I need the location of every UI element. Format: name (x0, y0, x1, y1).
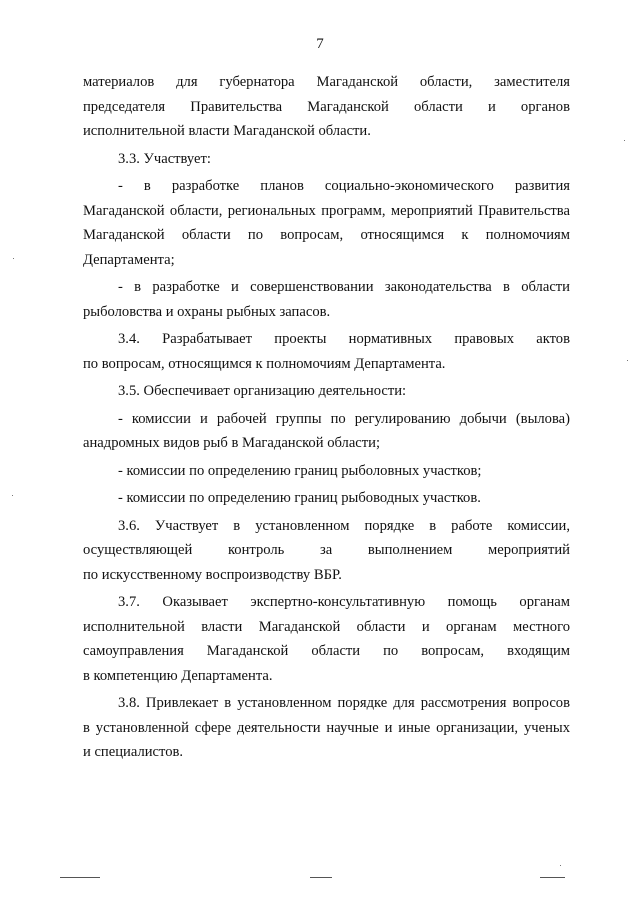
text-line: по искусственному воспроизводству ВБР. (83, 566, 342, 583)
clause-3-5-item-1-cont (83, 431, 570, 456)
clause-3-3-item-2 (83, 275, 570, 300)
text-line: осуществляющей контроль за выполнением мероприятий (83, 542, 570, 558)
text-line: 3.4. Разрабатывает проекты нормативных правовых актов (118, 331, 570, 347)
scan-edge-mark (310, 877, 332, 878)
text-line: - в разработке и совершенствовании законодательства в области (118, 279, 570, 295)
clause-3-3-item-1-cont (83, 199, 570, 273)
clause-3-3-heading (83, 147, 570, 172)
text-line: в компетенцию Департамента. (83, 667, 273, 684)
clause-3-5-item-1 (83, 407, 570, 432)
clause-3-5-item-3 (83, 486, 570, 511)
clause-3-4 (83, 327, 570, 352)
text-line: Департамента; (83, 251, 175, 268)
text-line: 3.3. Участвует: (118, 150, 211, 167)
text-line: - комиссии по определению границ рыболовных участков; (118, 462, 482, 479)
scan-speck (624, 140, 625, 141)
clause-3-6-cont (83, 538, 570, 587)
clause-3-5-heading (83, 379, 570, 404)
clause-3-4-cont (83, 352, 570, 377)
clause-3-8 (83, 691, 570, 716)
text-line: 3.5. Обеспечивает организацию деятельности: (118, 383, 407, 399)
scan-speck (13, 258, 14, 259)
text-line: - комиссии и рабочей группы по регулированию добычи (вылова) (118, 410, 570, 427)
text-line: в установленной сфере деятельности научные и иные организации, ученых (83, 719, 570, 736)
text-line: анадромных видов рыб в Магаданской области; (83, 435, 381, 451)
text-line: председателя Правительства Магаданской области и органов (83, 98, 570, 115)
scan-speck (560, 865, 561, 866)
text-line: Магаданской области по вопросам, относящимся к полномочиям (83, 227, 570, 243)
text-line: по вопросам, относящимся к полномочиям Департамента. (83, 355, 446, 372)
text-line: и специалистов. (83, 744, 184, 760)
scan-edge-mark (540, 877, 565, 878)
text-line: исполнительной власти Магаданской области. (83, 123, 371, 139)
scan-speck (12, 495, 13, 496)
clause-3-5-item-2 (83, 459, 570, 484)
text-line: - в разработке планов социально-экономического развития (118, 178, 570, 194)
text-line: рыболовства и охраны рыбных запасов. (83, 303, 331, 320)
scan-speck (627, 360, 628, 361)
text-line: 3.8. Привлекает в установленном порядке для рассмотрения вопросов (118, 695, 570, 711)
scan-edge-mark (60, 877, 100, 878)
text-line: материалов для губернатора Магаданской области, заместителя (83, 74, 570, 90)
text-line: 3.7. Оказывает экспертно-консультативную помощь органам (118, 594, 570, 610)
clause-3-6 (83, 514, 570, 539)
clause-3-7 (83, 590, 570, 615)
paragraph-continuation (83, 70, 570, 144)
clause-3-7-cont (83, 615, 570, 689)
text-line: Магаданской области, региональных программ, мероприятий Правительства (83, 202, 570, 219)
clause-3-8-cont (83, 716, 570, 765)
text-line: самоуправления Магаданской области по вопросам, входящим (83, 643, 570, 659)
clause-3-3-item-2-cont (83, 300, 570, 325)
page-number: 7 (316, 36, 324, 52)
text-line: - комиссии по определению границ рыбоводных участков. (118, 490, 481, 506)
clause-3-3-item-1 (83, 174, 570, 199)
text-line: исполнительной власти Магаданской области и органам местного (83, 618, 570, 635)
document-body (83, 70, 570, 768)
text-line: 3.6. Участвует в установленном порядке в работе комиссии, (118, 517, 570, 534)
